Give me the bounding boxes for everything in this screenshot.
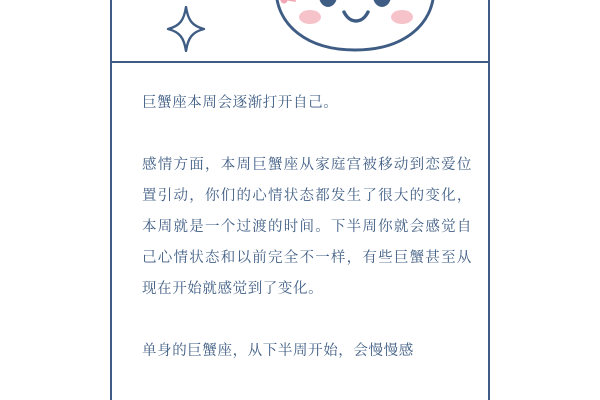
paragraph: 感情方面，本周巨蟹座从家庭宫被移动到恋爱位置引动，你们的心情状态都发生了很大的变化，本周就是一个过渡的时间。下半周你就会感觉自己心情状态和以前完全不一样，有些巨蟹甚至从现在开始就感觉到了变化。: [142, 157, 472, 297]
header-divider: [110, 61, 490, 63]
paragraph: 巨蟹座本周会逐渐打开自己。: [142, 95, 339, 111]
article-body: [142, 88, 472, 367]
header-illustration: [110, 0, 490, 61]
paragraph: 单身的巨蟹座，从下半周开始，会慢慢感: [142, 343, 414, 359]
smiling-cat-face-icon: [262, 0, 448, 54]
four-point-sparkle-icon: [166, 6, 206, 52]
